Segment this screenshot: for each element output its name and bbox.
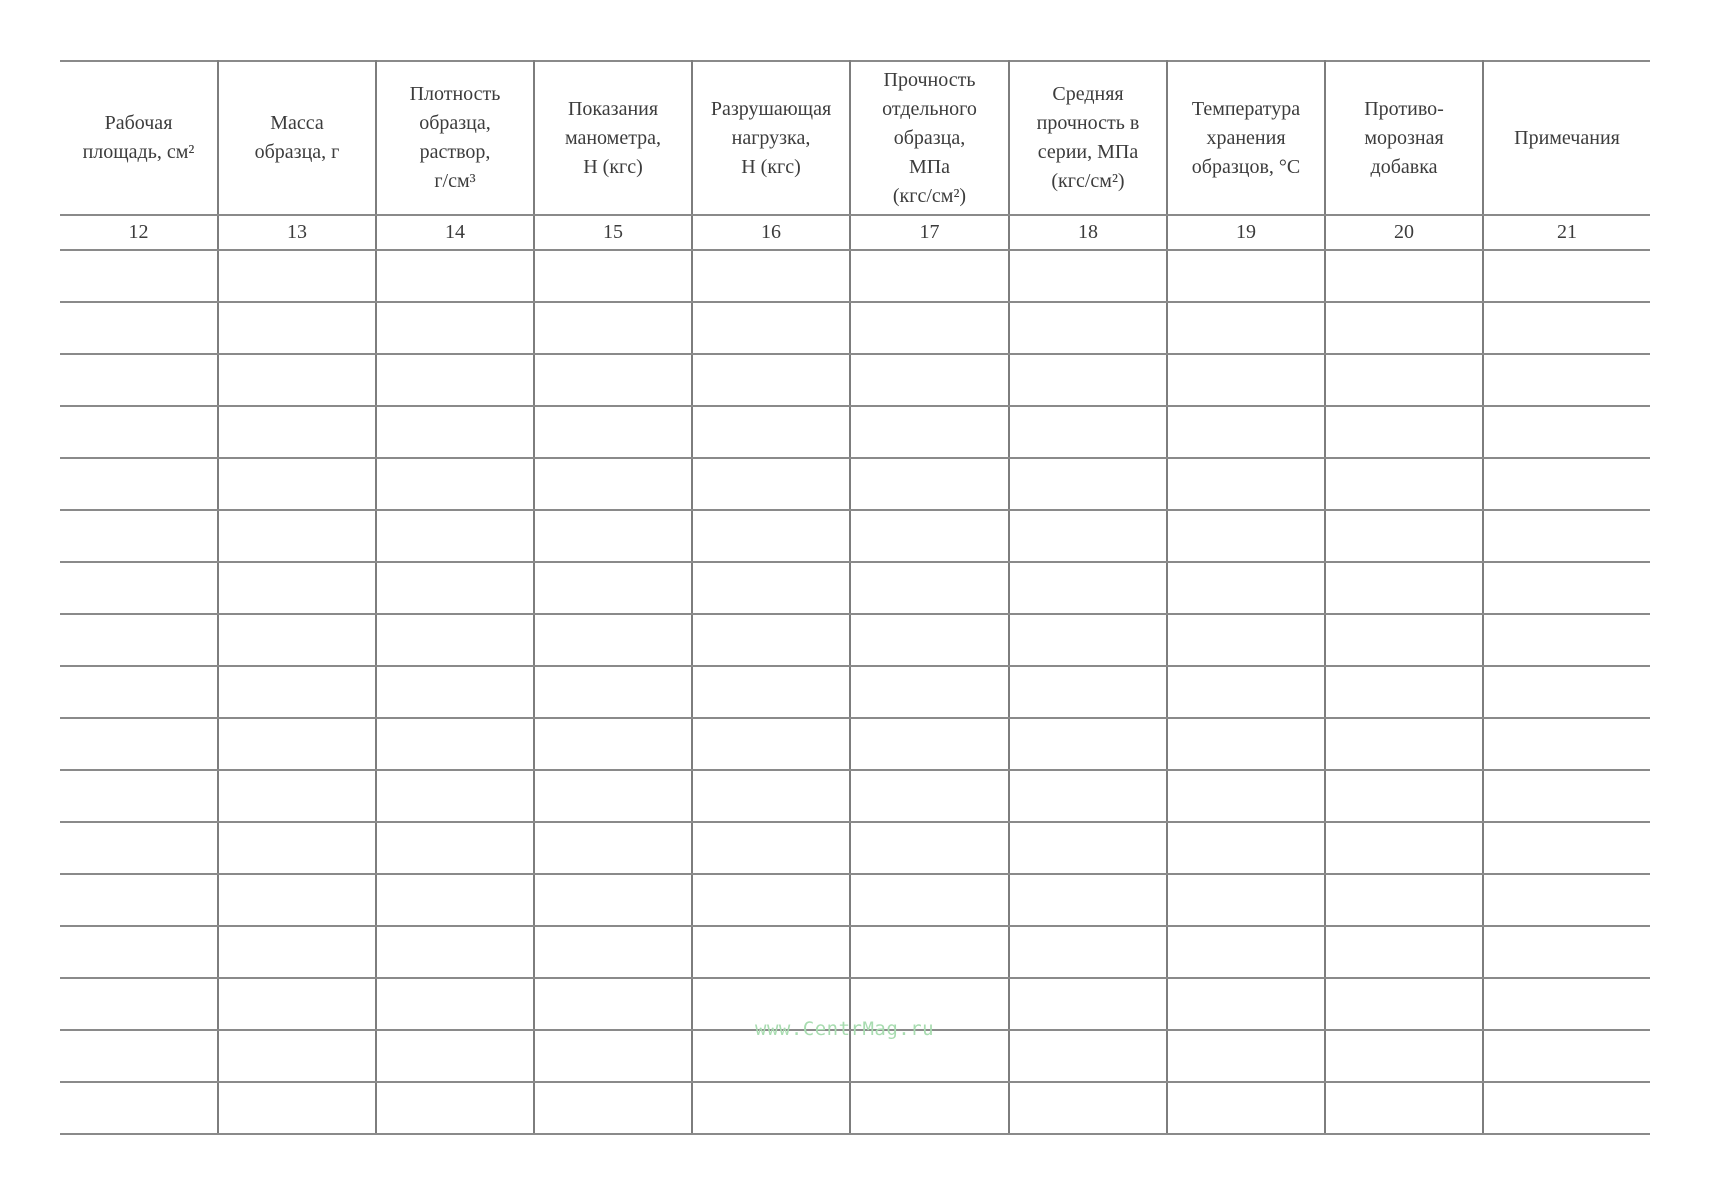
table-cell[interactable] xyxy=(692,302,850,354)
table-cell[interactable] xyxy=(218,874,376,926)
table-cell[interactable] xyxy=(1483,822,1650,874)
table-cell[interactable] xyxy=(534,510,692,562)
journal-table xyxy=(60,60,1650,1135)
column-header: Рабочая площадь, см² xyxy=(60,61,218,215)
table-row xyxy=(60,406,1650,458)
table-cell[interactable] xyxy=(218,510,376,562)
table-cell[interactable] xyxy=(850,250,1009,302)
table-cell[interactable] xyxy=(1167,718,1325,770)
table-cell[interactable] xyxy=(692,614,850,666)
table-cell[interactable] xyxy=(692,510,850,562)
table-cell[interactable] xyxy=(850,458,1009,510)
table-cell[interactable] xyxy=(1167,458,1325,510)
table-cell[interactable] xyxy=(1325,770,1483,822)
table-cell[interactable] xyxy=(1009,926,1167,978)
table-row xyxy=(60,666,1650,718)
table-cell[interactable] xyxy=(218,978,376,1030)
table-cell[interactable] xyxy=(376,666,534,718)
table-cell[interactable] xyxy=(376,770,534,822)
table-cell[interactable] xyxy=(218,926,376,978)
table-cell[interactable] xyxy=(376,406,534,458)
column-number: 14 xyxy=(376,215,534,250)
table-cell[interactable] xyxy=(850,614,1009,666)
table-cell[interactable] xyxy=(1483,562,1650,614)
table-cell[interactable] xyxy=(60,926,218,978)
table-row xyxy=(60,458,1650,510)
table-cell[interactable] xyxy=(1483,458,1650,510)
table-cell[interactable] xyxy=(218,614,376,666)
table-cell[interactable] xyxy=(692,354,850,406)
table-row xyxy=(60,874,1650,926)
table-cell[interactable] xyxy=(60,354,218,406)
table-cell[interactable] xyxy=(1325,978,1483,1030)
table-cell[interactable] xyxy=(376,458,534,510)
table-cell[interactable] xyxy=(850,302,1009,354)
table-cell[interactable] xyxy=(376,614,534,666)
table-cell[interactable] xyxy=(376,562,534,614)
table-cell[interactable] xyxy=(60,458,218,510)
table-cell[interactable] xyxy=(1325,562,1483,614)
header-row xyxy=(60,61,1650,215)
table-cell[interactable] xyxy=(1483,718,1650,770)
column-number: 13 xyxy=(218,215,376,250)
table-cell[interactable] xyxy=(534,770,692,822)
table-row xyxy=(60,510,1650,562)
table-cell[interactable] xyxy=(534,822,692,874)
table-cell[interactable] xyxy=(1009,354,1167,406)
table-cell[interactable] xyxy=(1325,874,1483,926)
table-row xyxy=(60,354,1650,406)
table-cell[interactable] xyxy=(534,926,692,978)
table-cell[interactable] xyxy=(692,718,850,770)
column-header: Примечания xyxy=(1483,61,1650,215)
table-cell[interactable] xyxy=(1325,822,1483,874)
table-cell[interactable] xyxy=(1009,718,1167,770)
table-cell[interactable] xyxy=(1483,614,1650,666)
table-cell[interactable] xyxy=(1325,250,1483,302)
table-cell[interactable] xyxy=(1009,978,1167,1030)
table-cell[interactable] xyxy=(60,822,218,874)
table-cell[interactable] xyxy=(218,1030,376,1082)
table-cell[interactable] xyxy=(1167,1082,1325,1134)
column-header: Противо- морозная добавка xyxy=(1325,61,1483,215)
table-cell[interactable] xyxy=(1325,354,1483,406)
table-row xyxy=(60,250,1650,302)
table-cell[interactable] xyxy=(218,718,376,770)
table-cell[interactable] xyxy=(850,666,1009,718)
table-cell[interactable] xyxy=(1167,978,1325,1030)
journal-sheet xyxy=(60,60,1650,1150)
column-number: 19 xyxy=(1167,215,1325,250)
table-cell[interactable] xyxy=(1325,718,1483,770)
table-cell[interactable] xyxy=(1483,302,1650,354)
table-cell[interactable] xyxy=(60,874,218,926)
table-cell[interactable] xyxy=(1167,510,1325,562)
table-cell[interactable] xyxy=(218,562,376,614)
table-cell[interactable] xyxy=(1483,926,1650,978)
table-cell[interactable] xyxy=(60,302,218,354)
table-cell[interactable] xyxy=(1009,770,1167,822)
table-row xyxy=(60,822,1650,874)
table-cell[interactable] xyxy=(1167,406,1325,458)
table-cell[interactable] xyxy=(1325,510,1483,562)
table-cell[interactable] xyxy=(376,1030,534,1082)
table-row xyxy=(60,718,1650,770)
table-cell[interactable] xyxy=(60,666,218,718)
table-cell[interactable] xyxy=(692,770,850,822)
table-cell[interactable] xyxy=(1483,874,1650,926)
table-cell[interactable] xyxy=(1483,1082,1650,1134)
table-cell[interactable] xyxy=(1009,1082,1167,1134)
table-cell[interactable] xyxy=(850,770,1009,822)
table-cell[interactable] xyxy=(60,1082,218,1134)
table-cell[interactable] xyxy=(376,354,534,406)
table-cell[interactable] xyxy=(218,354,376,406)
table-cell[interactable] xyxy=(534,302,692,354)
table-cell[interactable] xyxy=(1009,406,1167,458)
table-cell[interactable] xyxy=(850,718,1009,770)
table-cell[interactable] xyxy=(1325,926,1483,978)
table-cell[interactable] xyxy=(376,302,534,354)
table-cell[interactable] xyxy=(1167,614,1325,666)
table-cell[interactable] xyxy=(60,406,218,458)
table-row xyxy=(60,770,1650,822)
table-cell[interactable] xyxy=(850,510,1009,562)
table-cell[interactable] xyxy=(692,406,850,458)
table-cell[interactable] xyxy=(1483,978,1650,1030)
table-cell[interactable] xyxy=(1167,770,1325,822)
table-cell[interactable] xyxy=(534,562,692,614)
table-cell[interactable] xyxy=(534,250,692,302)
column-header: Показания манометра, Н (кгс) xyxy=(534,61,692,215)
table-cell[interactable] xyxy=(534,1030,692,1082)
table-cell[interactable] xyxy=(1325,614,1483,666)
table-cell[interactable] xyxy=(60,770,218,822)
table-cell[interactable] xyxy=(850,874,1009,926)
table-cell[interactable] xyxy=(850,1082,1009,1134)
table-cell[interactable] xyxy=(692,562,850,614)
column-header: Плотность образца, раствор, г/см³ xyxy=(376,61,534,215)
table-cell[interactable] xyxy=(1167,562,1325,614)
watermark: www.CentrMag.ru xyxy=(755,1018,935,1040)
table-cell[interactable] xyxy=(534,614,692,666)
table-cell[interactable] xyxy=(850,822,1009,874)
table-cell[interactable] xyxy=(692,666,850,718)
column-number: 20 xyxy=(1325,215,1483,250)
table-cell[interactable] xyxy=(376,510,534,562)
table-cell[interactable] xyxy=(1325,1030,1483,1082)
table-cell[interactable] xyxy=(376,874,534,926)
table-cell[interactable] xyxy=(1325,458,1483,510)
table-cell[interactable] xyxy=(218,822,376,874)
column-header: Разрушающая нагрузка, Н (кгс) xyxy=(692,61,850,215)
table-cell[interactable] xyxy=(376,1082,534,1134)
table-cell[interactable] xyxy=(1167,874,1325,926)
column-number-row xyxy=(60,215,1650,250)
table-cell[interactable] xyxy=(376,926,534,978)
table-cell[interactable] xyxy=(692,822,850,874)
table-cell[interactable] xyxy=(692,250,850,302)
column-number: 15 xyxy=(534,215,692,250)
table-cell[interactable] xyxy=(1483,510,1650,562)
table-cell[interactable] xyxy=(376,822,534,874)
table-cell[interactable] xyxy=(850,354,1009,406)
table-cell[interactable] xyxy=(1009,562,1167,614)
table-cell[interactable] xyxy=(534,718,692,770)
table-cell[interactable] xyxy=(1167,1030,1325,1082)
table-cell[interactable] xyxy=(534,458,692,510)
table-cell[interactable] xyxy=(376,718,534,770)
table-cell[interactable] xyxy=(850,926,1009,978)
table-cell[interactable] xyxy=(60,250,218,302)
table-cell[interactable] xyxy=(1483,666,1650,718)
table-cell[interactable] xyxy=(1009,874,1167,926)
column-number: 17 xyxy=(850,215,1009,250)
table-cell[interactable] xyxy=(692,926,850,978)
table-cell[interactable] xyxy=(692,874,850,926)
column-header: Температура хранения образцов, °С xyxy=(1167,61,1325,215)
table-cell[interactable] xyxy=(850,562,1009,614)
table-cell[interactable] xyxy=(1009,822,1167,874)
table-cell[interactable] xyxy=(1483,406,1650,458)
table-cell[interactable] xyxy=(534,874,692,926)
table-cell[interactable] xyxy=(534,1082,692,1134)
table-cell[interactable] xyxy=(534,978,692,1030)
table-cell[interactable] xyxy=(1483,250,1650,302)
table-cell[interactable] xyxy=(1167,354,1325,406)
table-cell[interactable] xyxy=(60,510,218,562)
table-cell[interactable] xyxy=(1325,666,1483,718)
column-number: 21 xyxy=(1483,215,1650,250)
table-cell[interactable] xyxy=(1009,250,1167,302)
column-header: Средняя прочность в серии, МПа (кгс/см²) xyxy=(1009,61,1167,215)
table-cell[interactable] xyxy=(1009,510,1167,562)
table-cell[interactable] xyxy=(218,1082,376,1134)
table-cell[interactable] xyxy=(1009,302,1167,354)
table-cell[interactable] xyxy=(60,718,218,770)
column-header: Масса образца, г xyxy=(218,61,376,215)
table-cell[interactable] xyxy=(60,978,218,1030)
table-cell[interactable] xyxy=(534,406,692,458)
table-row xyxy=(60,562,1650,614)
table-cell[interactable] xyxy=(218,770,376,822)
table-cell[interactable] xyxy=(218,458,376,510)
table-cell[interactable] xyxy=(60,562,218,614)
table-cell[interactable] xyxy=(1009,1030,1167,1082)
column-header: Прочность отдельного образца, МПа (кгс/см²) xyxy=(850,61,1009,215)
table-cell[interactable] xyxy=(1325,1082,1483,1134)
table-cell[interactable] xyxy=(218,250,376,302)
table-cell[interactable] xyxy=(60,614,218,666)
table-cell[interactable] xyxy=(218,302,376,354)
table-row xyxy=(60,1082,1650,1134)
table-cell[interactable] xyxy=(1483,354,1650,406)
table-cell[interactable] xyxy=(1325,302,1483,354)
table-cell[interactable] xyxy=(534,666,692,718)
table-cell[interactable] xyxy=(1167,302,1325,354)
table-cell[interactable] xyxy=(218,406,376,458)
table-cell[interactable] xyxy=(1167,926,1325,978)
table-row xyxy=(60,614,1650,666)
table-cell[interactable] xyxy=(60,1030,218,1082)
table-cell[interactable] xyxy=(1009,458,1167,510)
table-cell[interactable] xyxy=(1483,770,1650,822)
table-cell[interactable] xyxy=(534,354,692,406)
table-cell[interactable] xyxy=(692,458,850,510)
table-cell[interactable] xyxy=(850,406,1009,458)
table-cell[interactable] xyxy=(692,1082,850,1134)
column-number: 18 xyxy=(1009,215,1167,250)
table-cell[interactable] xyxy=(1325,406,1483,458)
table-cell[interactable] xyxy=(1167,250,1325,302)
table-cell[interactable] xyxy=(1483,1030,1650,1082)
column-number: 12 xyxy=(60,215,218,250)
table-cell[interactable] xyxy=(1009,666,1167,718)
table-cell[interactable] xyxy=(376,978,534,1030)
column-number: 16 xyxy=(692,215,850,250)
table-cell[interactable] xyxy=(1009,614,1167,666)
table-cell[interactable] xyxy=(1167,666,1325,718)
table-cell[interactable] xyxy=(1167,822,1325,874)
table-row xyxy=(60,302,1650,354)
table-body xyxy=(60,250,1650,1134)
table-cell[interactable] xyxy=(218,666,376,718)
table-cell[interactable] xyxy=(376,250,534,302)
table-row xyxy=(60,926,1650,978)
